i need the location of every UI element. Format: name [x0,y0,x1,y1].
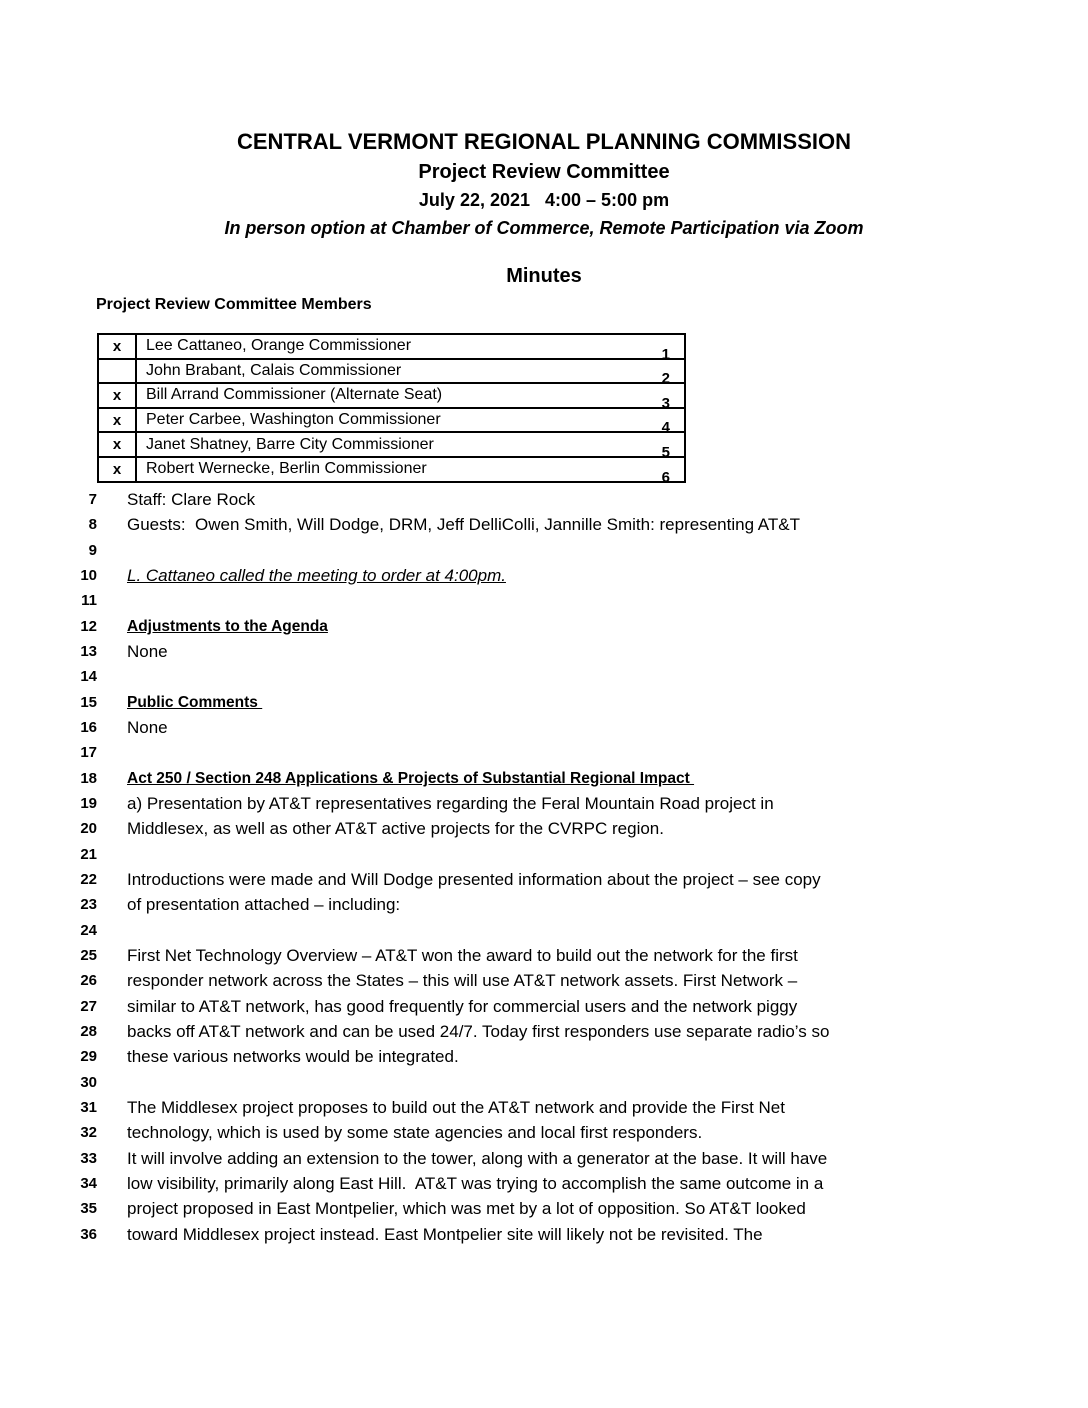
document-line [0,1222,1088,1247]
table-line-number-text: 3 [661,394,670,412]
line-number: 29 [80,1048,97,1066]
member-row [98,334,685,359]
line-number: 9 [88,541,97,559]
line-number: 16 [80,718,97,736]
document-line [0,766,1088,791]
document-line [0,690,1088,715]
line-text: backs off AT&T network and can be used 24/7. Today first responders use separate radio’s so [127,1021,830,1041]
document-line [0,487,1088,512]
member-row [98,359,685,384]
line-number: 30 [80,1073,97,1091]
document-line [0,639,1088,664]
document-line [0,968,1088,993]
member-name: Bill Arrand Commissioner (Alternate Seat) [136,383,653,408]
document-line [0,1070,1088,1095]
minutes-heading: Minutes [506,265,582,287]
line-text: Middlesex, as well as other AT&T active projects for the CVRPC region. [127,819,664,839]
document-line [0,892,1088,917]
line-text: a) Presentation by AT&T representatives regarding the Feral Mountain Road project in [127,793,774,813]
line-text: Guests: Owen Smith, Will Dodge, DRM, Jeff DelliColli, Jannille Smith: representing AT&T [127,515,800,535]
line-number: 27 [80,997,97,1015]
member-name: Robert Wernecke, Berlin Commissioner [136,457,653,482]
line-text: toward Middlesex project instead. East Montpelier site will likely not be revisited. The [127,1224,763,1244]
document-line [0,994,1088,1019]
document-line [0,842,1088,867]
line-text: Introductions were made and Will Dodge presented information about the project – see copy [127,869,821,889]
attendance-mark: x [98,408,136,433]
line-number: 7 [88,491,97,508]
location-note: In person option at Chamber of Commerce, Remote Participation via Zoom [224,218,864,238]
line-number: 23 [80,896,97,914]
line-text: responder network across the States – this will use AT&T network assets. First Network – [127,971,798,991]
member-name: Peter Carbee, Washington Commissioner [136,408,653,433]
line-number: 22 [80,870,97,888]
document-line [0,867,1088,892]
document-line [0,943,1088,968]
line-text: Adjustments to the Agenda [127,617,328,635]
document-line [0,791,1088,816]
line-text: technology, which is used by some state agencies and local first responders. [127,1123,703,1143]
line-text: Staff: Clare Rock [127,490,256,509]
table-line-number-text: 5 [661,443,670,461]
table-line-number-text: 2 [661,370,670,388]
line-text: The Middlesex project proposes to build out the AT&T network and provide the First Net [127,1097,785,1117]
member-row [98,383,685,408]
member-row [98,457,685,482]
attendance-mark [98,359,136,384]
attendance-mark: x [98,432,136,457]
document-line [0,664,1088,689]
line-number: 17 [80,744,97,762]
members-table [97,333,686,486]
line-number: 21 [80,845,97,863]
table-line-number [653,432,685,461]
document-line [0,1171,1088,1196]
line-number: 36 [80,1225,97,1243]
line-number: 15 [80,693,97,711]
line-text: Public Comments [127,693,263,711]
document-line [0,1196,1088,1221]
line-text: low visibility, primarily along East Hill. AT&T was trying to accomplish the same outcome in a [127,1173,824,1193]
line-number: 25 [80,946,97,964]
attendance-mark: x [98,334,136,359]
document-line [0,918,1088,943]
document-line [0,563,1088,588]
document-line [0,1146,1088,1171]
line-number: 8 [88,516,97,534]
document-line [0,1044,1088,1069]
document-line [0,512,1088,537]
line-number: 28 [80,1022,97,1040]
line-text: None [127,641,168,661]
member-row [98,408,685,433]
line-text: of presentation attached – including: [127,895,401,915]
line-number: 12 [80,617,97,635]
line-text: project proposed in East Montpelier, which was met by a lot of opposition. So AT&T looked [127,1199,806,1219]
document-line [0,614,1088,639]
line-number: 14 [80,668,97,686]
table-line-number-text: 1 [661,345,670,363]
meeting-datetime: July 22, 2021 4:00 – 5:00 pm [418,190,670,210]
line-number: 10 [80,566,97,584]
document-line [0,715,1088,740]
member-name: Lee Cattaneo, Orange Commissioner [136,334,653,359]
line-text: similar to AT&T network, has good frequently for commercial users and the network piggy [127,996,798,1016]
document-body [0,487,1088,1247]
line-number: 34 [80,1174,97,1192]
table-line-number [653,334,685,363]
document-line [0,538,1088,563]
attendance-mark: x [98,383,136,408]
line-number: 18 [80,769,97,787]
member-name: Janet Shatney, Barre City Commissioner [136,432,653,457]
line-number: 26 [80,972,97,990]
table-line-number-text: 6 [661,468,670,486]
document-line [0,816,1088,841]
line-number: 33 [80,1149,97,1167]
line-number: 24 [80,921,97,939]
line-number: 35 [80,1200,97,1218]
table-line-number-text: 4 [661,419,670,437]
document-line [0,1095,1088,1120]
member-name: John Brabant, Calais Commissioner [136,359,653,384]
line-text: First Net Technology Overview – AT&T won the award to build out the network for the first [127,945,798,965]
members-heading: Project Review Committee Members [96,296,372,313]
document-line [0,588,1088,613]
member-row [98,432,685,457]
line-text: Act 250 / Section 248 Applications & Projects of Substantial Regional Impact [127,769,695,787]
line-number: 11 [81,592,97,610]
document-line [0,740,1088,765]
line-text: L. Cattaneo called the meeting to order at 4:00pm. [127,565,506,585]
document-line [0,1120,1088,1145]
line-number: 20 [80,820,97,838]
line-text: these various networks would be integrated. [127,1047,459,1067]
attendance-mark: x [98,457,136,482]
org-title: CENTRAL VERMONT REGIONAL PLANNING COMMISSION [237,129,851,154]
line-text: None [127,717,168,737]
line-text: It will involve adding an extension to the tower, along with a generator at the base. It will have [127,1148,828,1168]
line-number: 13 [80,642,97,660]
line-number: 32 [80,1124,97,1142]
line-number: 19 [80,794,97,812]
line-number: 31 [80,1098,97,1116]
document-line [0,1019,1088,1044]
committee-title: Project Review Committee [418,161,670,183]
